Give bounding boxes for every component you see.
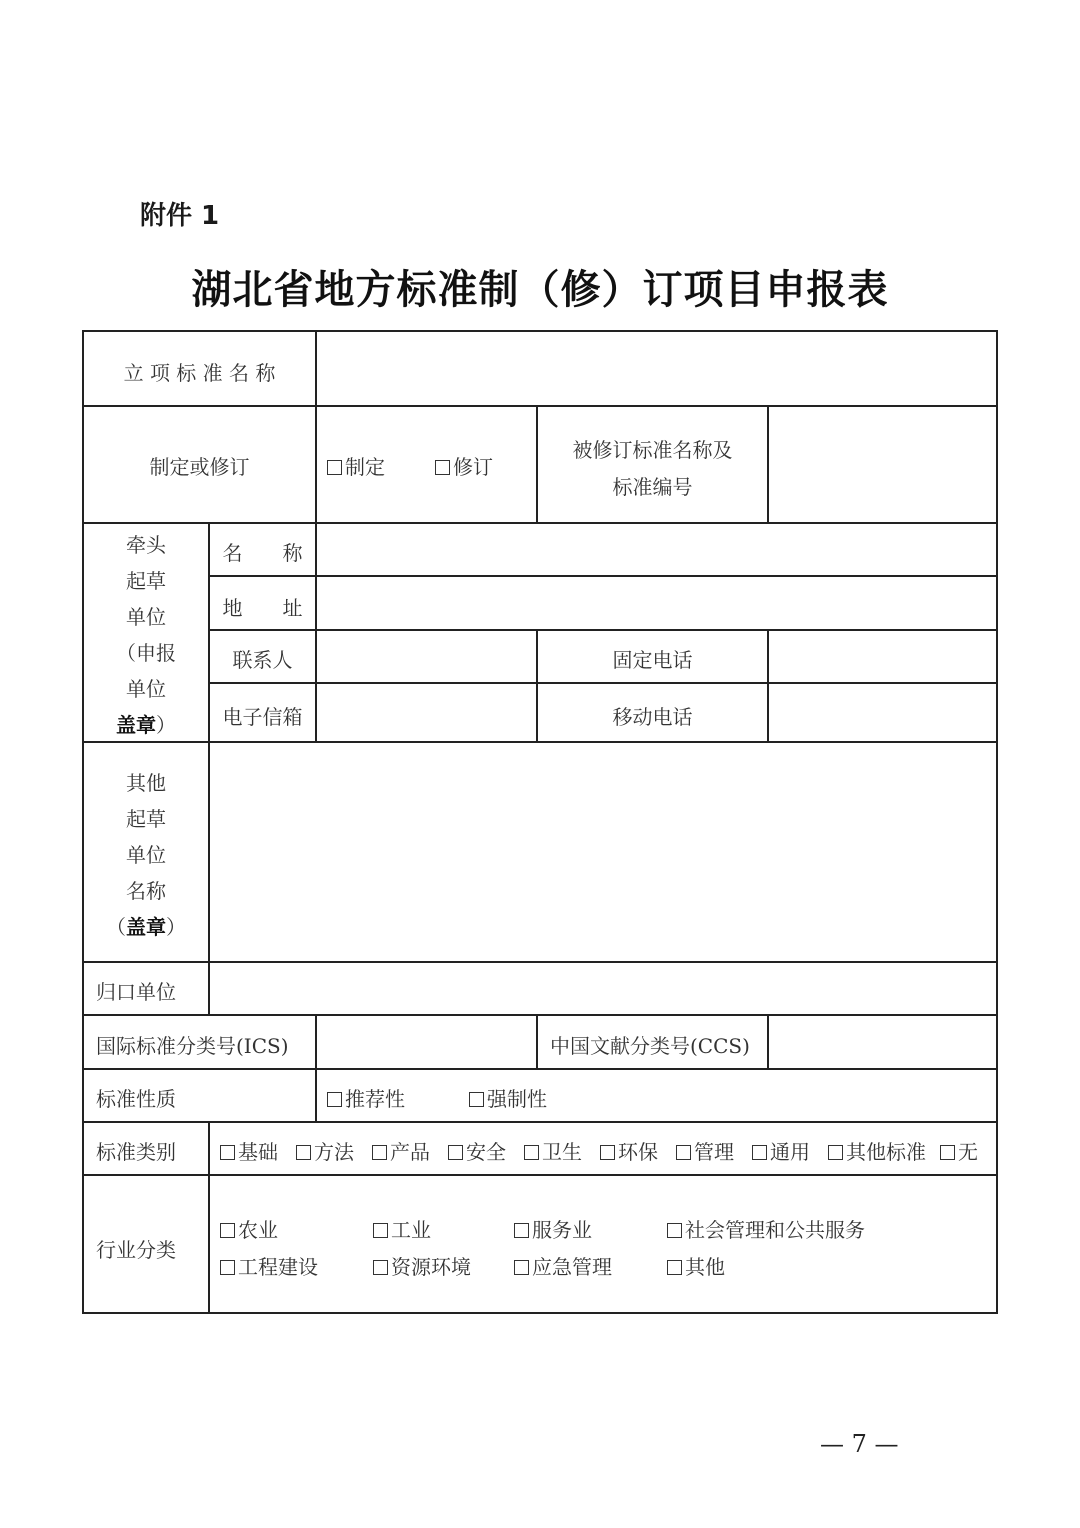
category-checkbox[interactable]: 产品 [372, 1142, 430, 1162]
lead-unit-label: 牵头 起草 单位 （申报 单位 盖章） [116, 533, 176, 737]
checkbox-icon [327, 1092, 342, 1107]
lead-name-field[interactable] [317, 524, 996, 575]
revised-number-label: 标准编号 [612, 475, 693, 499]
industry-checkbox[interactable]: 资源环境 [373, 1257, 471, 1277]
category-checkbox[interactable]: 方法 [296, 1142, 354, 1162]
checkbox-icon [752, 1145, 767, 1160]
category-checkbox[interactable]: 通用 [752, 1142, 810, 1162]
authority-label: 归口单位 [96, 980, 176, 1004]
category-checkbox[interactable]: 无 [940, 1142, 978, 1162]
checkbox-icon [524, 1145, 539, 1160]
checkbox-icon [828, 1145, 843, 1160]
category-checkbox[interactable]: 环保 [600, 1142, 658, 1162]
row-divider [84, 1068, 996, 1070]
category-checkbox[interactable]: 基础 [220, 1142, 278, 1162]
industry-checkbox[interactable]: 农业 [220, 1220, 278, 1240]
category-checkbox[interactable]: 管理 [676, 1142, 734, 1162]
industry-label: 行业分类 [96, 1238, 176, 1262]
ccs-label: 中国文献分类号(CCS) [550, 1034, 750, 1058]
nature-label: 标准性质 [96, 1087, 176, 1111]
make-option-checkbox[interactable]: 制定 [327, 457, 385, 477]
checkbox-icon [667, 1223, 682, 1238]
email-field[interactable] [317, 684, 536, 741]
application-form [82, 330, 998, 1314]
row-divider [84, 1174, 996, 1176]
checkbox-icon [372, 1145, 387, 1160]
checkbox-icon [514, 1223, 529, 1238]
checkbox-icon [676, 1145, 691, 1160]
ics-field[interactable] [317, 1016, 536, 1068]
page-title: 湖北省地方标准制（修）订项目申报表 [191, 266, 889, 313]
checkbox-icon [373, 1260, 388, 1275]
industry-checkbox[interactable]: 应急管理 [514, 1257, 612, 1277]
industry-checkbox[interactable]: 其他 [667, 1257, 725, 1277]
lead-address-field[interactable] [317, 577, 996, 629]
standard-name-field[interactable] [317, 332, 996, 405]
revise-option-checkbox[interactable]: 修订 [435, 457, 493, 477]
checkbox-icon [448, 1145, 463, 1160]
revised-standard-field[interactable] [769, 407, 996, 522]
row-divider [84, 1121, 996, 1123]
ics-label: 国际标准分类号(ICS) [96, 1034, 289, 1058]
lead-name-label: 名 称 [222, 541, 303, 565]
checkbox-icon [514, 1260, 529, 1275]
checkbox-icon [469, 1092, 484, 1107]
checkbox-icon [220, 1260, 235, 1275]
checkbox-icon [296, 1145, 311, 1160]
category-label: 标准类别 [96, 1140, 176, 1164]
other-units-field[interactable] [210, 743, 996, 961]
industry-checkbox[interactable]: 工程建设 [220, 1257, 318, 1277]
recommended-checkbox[interactable]: 推荐性 [327, 1089, 405, 1109]
checkbox-icon [220, 1145, 235, 1160]
industry-checkbox[interactable]: 工业 [373, 1220, 431, 1240]
mandatory-checkbox[interactable]: 强制性 [469, 1089, 547, 1109]
standard-name-label: 立 项 标 准 名 称 [123, 361, 276, 385]
contact-field[interactable] [317, 631, 536, 682]
revised-name-label: 被修订标准名称及 [572, 438, 733, 462]
authority-field[interactable] [210, 963, 996, 1014]
ccs-field[interactable] [769, 1016, 996, 1068]
mobile-field[interactable] [769, 684, 996, 741]
landline-label: 固定电话 [612, 648, 693, 672]
page-number: — 7 — [820, 1430, 899, 1458]
checkbox-icon [327, 460, 342, 475]
col-divider [536, 1014, 538, 1068]
industry-checkbox[interactable]: 服务业 [514, 1220, 592, 1240]
category-checkbox[interactable]: 卫生 [524, 1142, 582, 1162]
category-checkbox[interactable]: 其他标准 [828, 1142, 926, 1162]
checkbox-icon [667, 1260, 682, 1275]
lead-address-label: 地 址 [222, 596, 303, 620]
checkbox-icon [220, 1223, 235, 1238]
col-divider [536, 405, 538, 522]
other-units-label: 其他 起草 单位 名称 （盖章） [106, 771, 186, 939]
landline-field[interactable] [769, 631, 996, 682]
col-divider [208, 1121, 210, 1312]
checkbox-icon [435, 460, 450, 475]
industry-checkbox[interactable]: 社会管理和公共服务 [667, 1220, 865, 1240]
mobile-label: 移动电话 [612, 705, 693, 729]
checkbox-icon [940, 1145, 955, 1160]
attachment-label: 附件 1 [140, 201, 220, 231]
email-label: 电子信箱 [222, 705, 303, 729]
checkbox-icon [373, 1223, 388, 1238]
category-checkbox[interactable]: 安全 [448, 1142, 506, 1162]
contact-label: 联系人 [232, 648, 293, 672]
make-or-revise-label: 制定或修订 [149, 455, 250, 479]
checkbox-icon [600, 1145, 615, 1160]
